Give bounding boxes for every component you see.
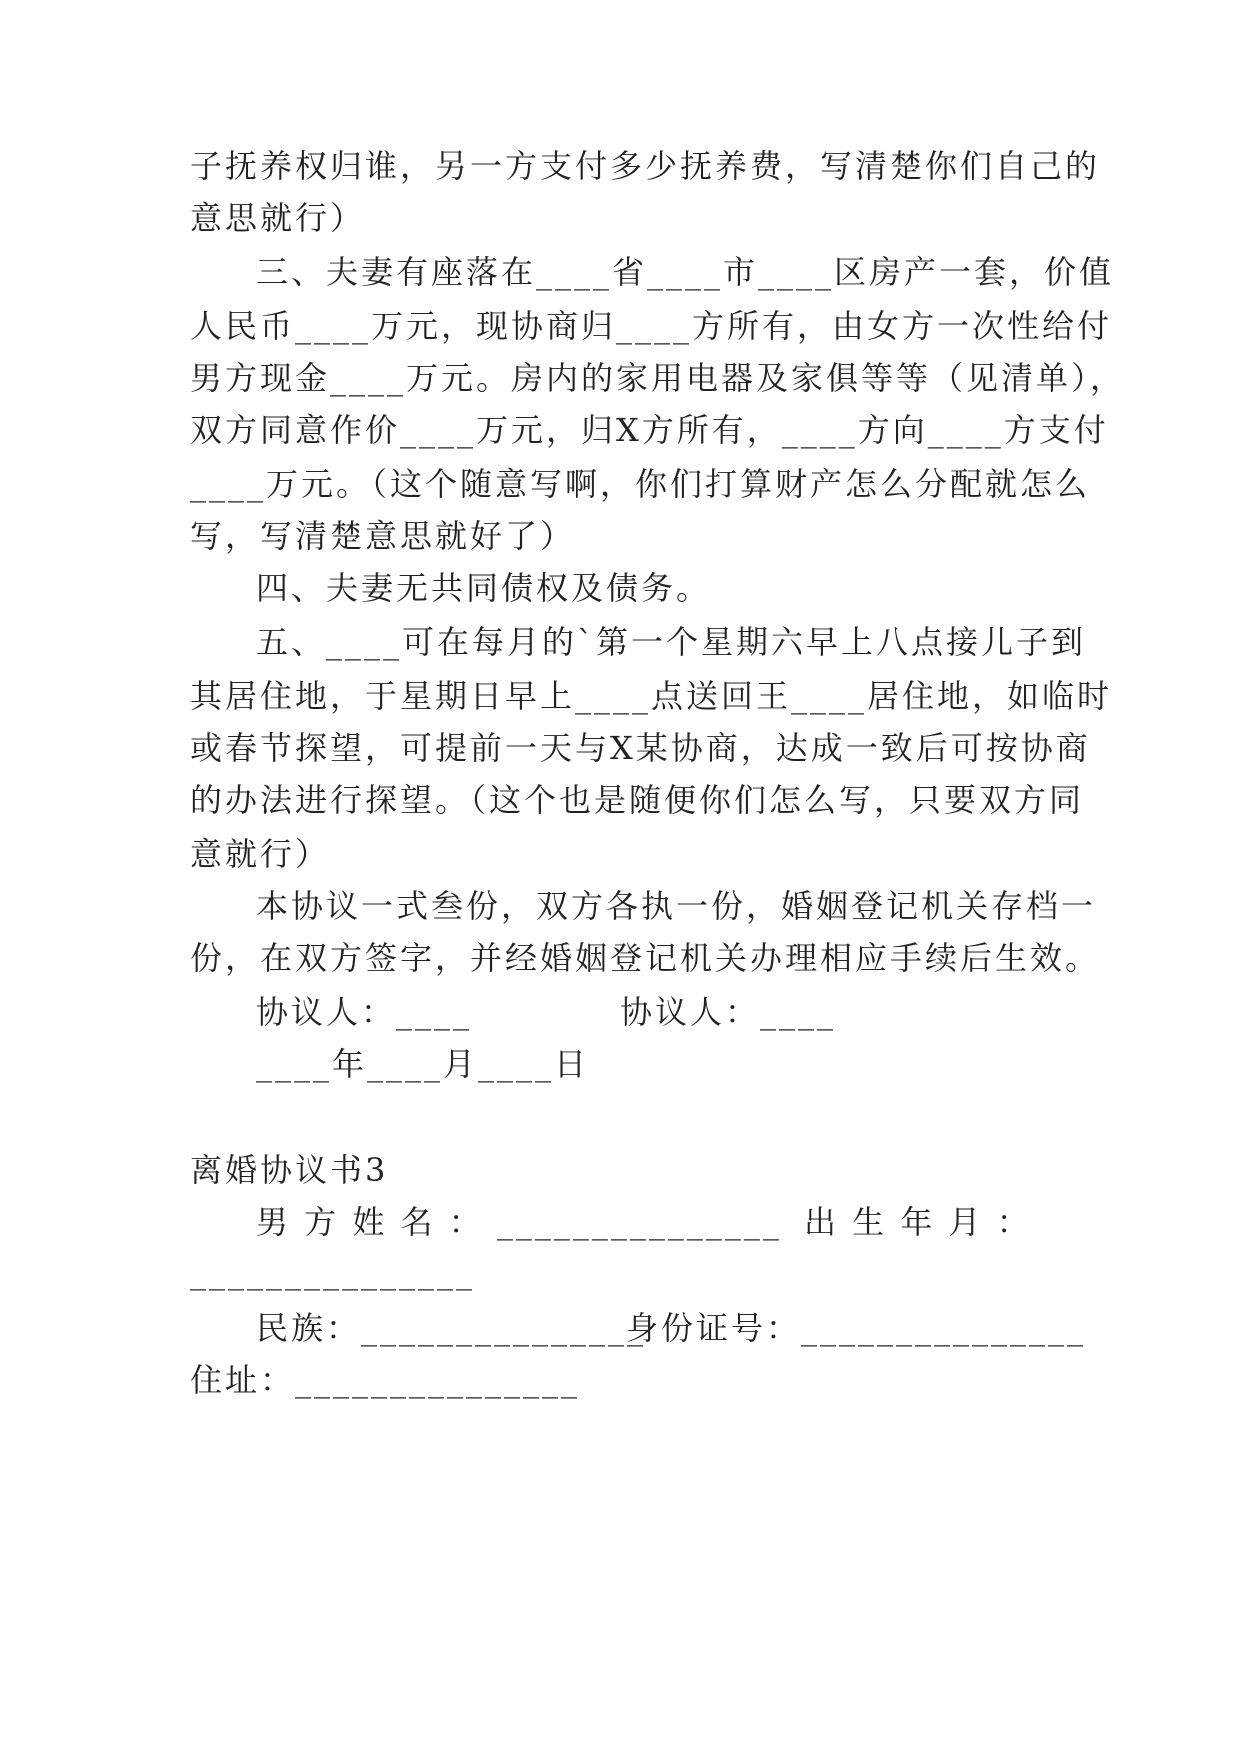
signatory-right: 协议人：____ [620, 993, 837, 1031]
paragraph-line: 本协议一式叁份，双方各执一份，婚姻登记机关存档一 [256, 887, 1097, 925]
paragraph-line: 男方现金____万元。房内的家用电器及家俱等等（见清单）， [190, 359, 1126, 397]
paragraph-line: 三、夫妻有座落在____省____市____区房产一套，价值 [256, 253, 1115, 291]
address-field: 住址：_______________ [190, 1361, 581, 1399]
paragraph-line: 写，写清楚意思就好了） [190, 517, 576, 555]
paragraph-line: 份，在双方签字，并经婚姻登记机关办理相应手续后生效。 [190, 939, 1101, 977]
paragraph-line: 双方同意作价____万元，归X方所有，____方向____方支付 [190, 411, 1109, 449]
paragraph-line: ____万元。（这个随意写啊，你们打算财产怎么分配就怎么 [190, 465, 1091, 503]
signature-date: ____年____月____日 [256, 1045, 590, 1083]
signatory-left: 协议人：____ [256, 993, 473, 1031]
birth-date-blank: _______________ [190, 1253, 475, 1291]
paragraph-line: 子抚养权归谁，另一方支付多少抚养费，写清楚你们自己的 [190, 147, 1101, 185]
id-number-field: 身份证号：_______________ [626, 1309, 1087, 1347]
paragraph-line: 四、夫妻无共同债权及债务。 [256, 569, 712, 607]
paragraph-line: 其居住地，于星期日早上____点送回王____居住地，如临时 [190, 677, 1113, 715]
paragraph-line: 五、____可在每月的`第一个星期六早上八点接儿子到 [256, 623, 1087, 661]
male-name-field: 男 方 姓 名 ： _______________ [256, 1203, 782, 1241]
birth-date-label: 出 生 年 月 ： [804, 1203, 1032, 1241]
paragraph-line: 意思就行） [190, 199, 366, 237]
paragraph-line: 的办法进行探望。（这个也是随便你们怎么写，只要双方同 [190, 781, 1085, 819]
ethnicity-field: 民族：_______________ [256, 1309, 647, 1347]
paragraph-line: 意就行） [190, 835, 331, 873]
paragraph-line: 人民币____万元，现协商归____方所有，由女方一次性给付 [190, 307, 1113, 345]
paragraph-line: 或春节探望，可提前一天与X某协商，达成一致后可按协商 [190, 729, 1091, 767]
section-heading: 离婚协议书3 [190, 1151, 389, 1189]
